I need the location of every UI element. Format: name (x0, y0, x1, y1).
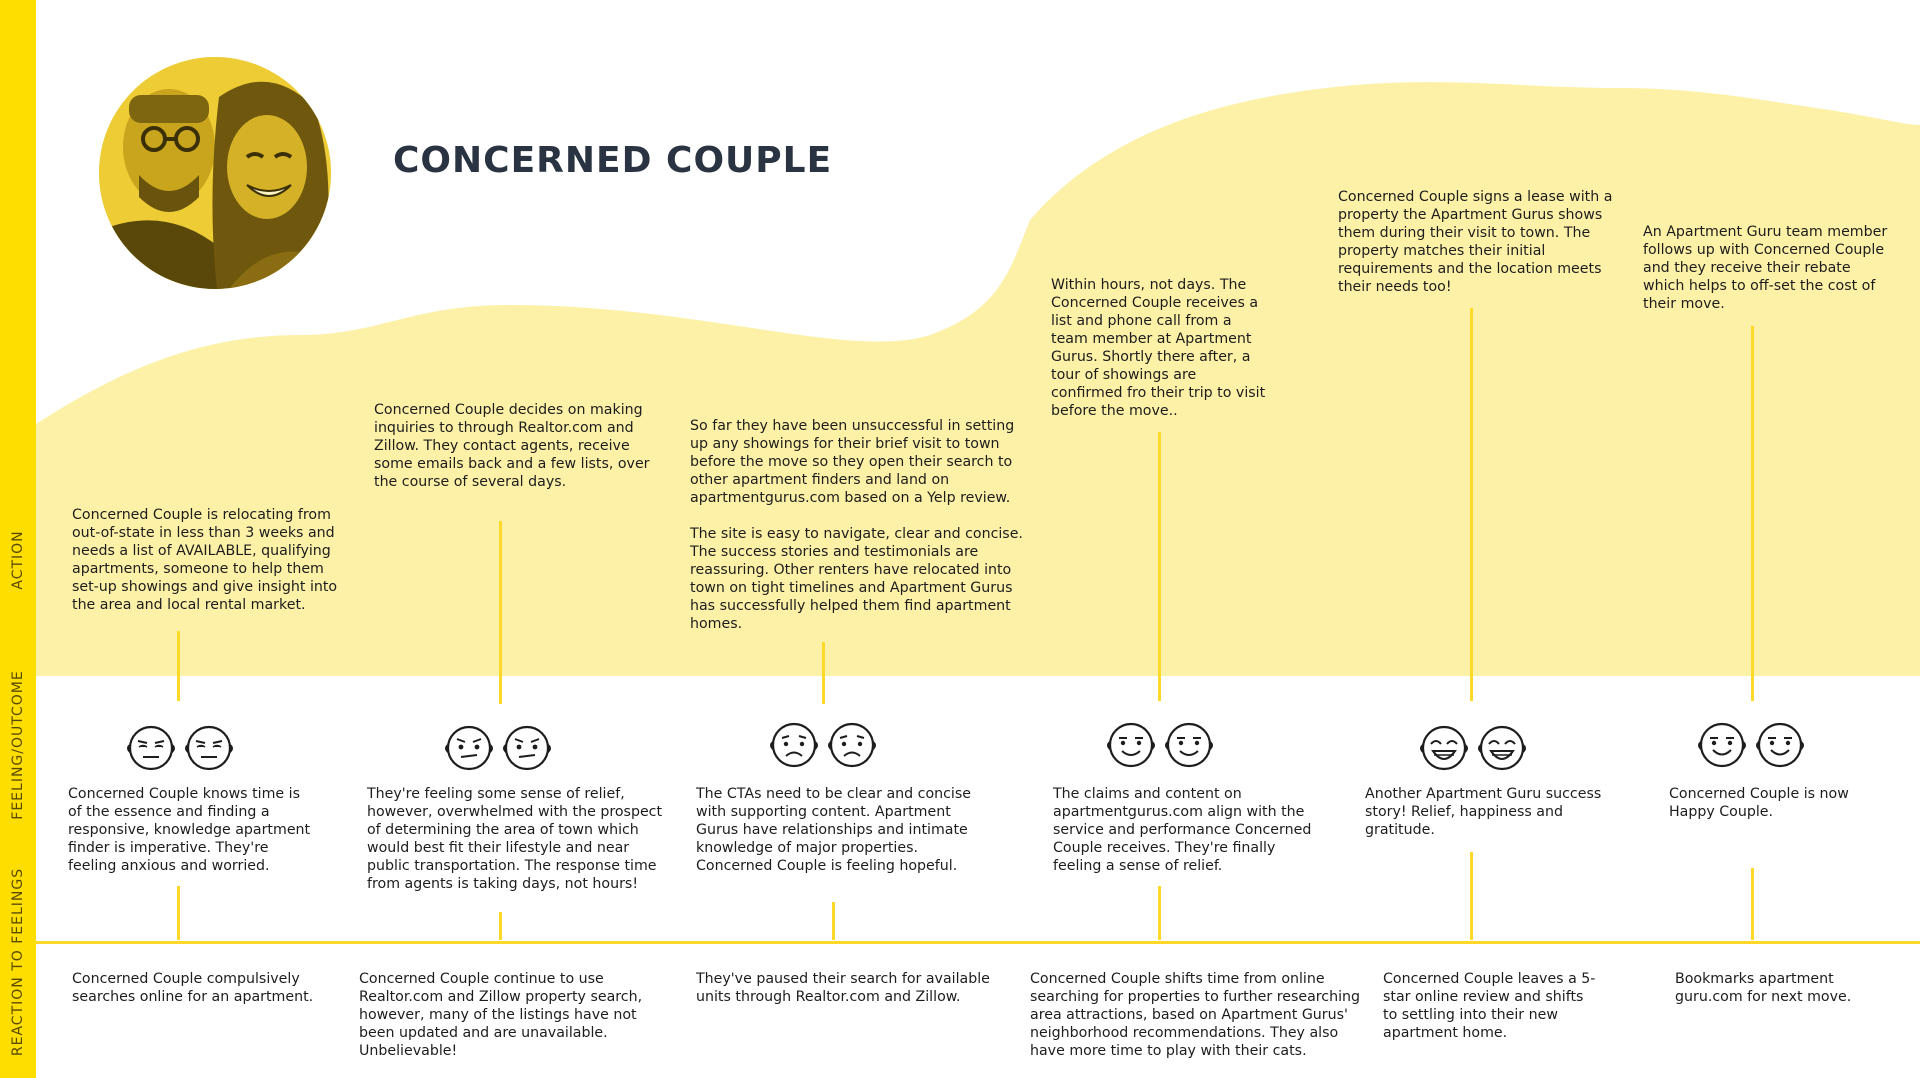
anxious-face-icon (125, 723, 177, 773)
action-text: Concerned Couple signs a lease with a property the Apartment Gurus shows them during their visit to town. The property matches their initial requirements and the location meets their needs too! (1338, 189, 1613, 295)
happy-face-icon (1754, 720, 1806, 770)
reaction-connector-line (177, 886, 180, 940)
overwhelmed-face-icon (501, 723, 553, 773)
reaction-text: Concerned Couple leaves a 5- star online review and shifts to settling into their new apartment home. (1383, 971, 1596, 1041)
reaction-connector-line (1158, 886, 1161, 940)
couple-photo-icon (99, 57, 331, 289)
laughing-face-icon (1476, 723, 1528, 773)
anxious-face-icon (183, 723, 235, 773)
action-connector-line (1158, 432, 1161, 701)
action-text: Within hours, not days. The Concerned Couple receives a list and phone call from a team member at Apartment Gurus. Shortly there after, a tour of showings are confirmed fro their trip to visit before the move.. (1051, 277, 1266, 419)
reaction-text: Concerned Couple shifts time from online searching for properties to further researching area attractions, based on Apartment Gurus' neighborhood recommendations. They also have more time to play with their cats. (1030, 971, 1361, 1059)
action-text: Concerned Couple decides on making inquiries to through Realtor.com and Zillow. They contact agents, receive some emails back and a few lists, over the course of several days. (374, 402, 650, 490)
reaction-text: Concerned Couple compulsively searches online for an apartment. (72, 971, 314, 1005)
action-connector-line (1470, 308, 1473, 701)
feeling-lane-label: FEELING/OUTCOME (10, 670, 26, 820)
reaction-connector-line (1470, 852, 1473, 940)
mood-faces (768, 720, 878, 770)
sad-face-icon (768, 720, 820, 770)
mood-faces (1696, 720, 1806, 770)
feeling-text: Concerned Couple knows time is of the essence and finding a responsive, knowledge apartment finder is imperative. They're feeling anxious and worried. (68, 786, 311, 874)
mood-faces (443, 723, 553, 773)
action-text: Concerned Couple is relocating from out-of-state in less than 3 weeks and needs a list of AVAILABLE, qualifying apartments, someone to help them set-up showings and give insight into the area and local rental market. (72, 507, 338, 613)
persona-title: CONCERNED COUPLE (393, 140, 833, 181)
action-connector-line (177, 631, 180, 701)
mood-faces (1418, 723, 1528, 773)
action-text: An Apartment Guru team member follows up with Concerned Couple and they receive their rebate which helps to off-set the cost of their move. (1643, 224, 1888, 312)
reaction-lane-label: REACTION TO FEELINGS (10, 867, 26, 1057)
mood-faces (1105, 720, 1215, 770)
reaction-text: They've paused their search for available units through Realtor.com and Zillow. (696, 971, 990, 1005)
overwhelmed-face-icon (443, 723, 495, 773)
reaction-text: Concerned Couple continue to use Realtor.com and Zillow property search, however, many of the listings have not been updated and are unavailable. Unbelievable! (359, 971, 643, 1059)
sad-face-icon (826, 720, 878, 770)
feeling-text: Concerned Couple is now Happy Couple. (1669, 786, 1849, 820)
reaction-connector-line (499, 912, 502, 940)
happy-face-icon (1696, 720, 1748, 770)
action-lane-label: ACTION (10, 530, 26, 590)
feeling-text: The CTAs need to be clear and concise with supporting content. Apartment Gurus have relationships and intimate knowledge of major properties. Concerned Couple is feeling hopeful. (696, 786, 971, 874)
reaction-divider-line (36, 941, 1920, 944)
reaction-connector-line (1751, 868, 1754, 940)
feeling-text: They're feeling some sense of relief, however, overwhelmed with the prospect of determining the area of town which would best fit their lifestyle and near public transportation. The response time from agents is taking days, not hours! (367, 786, 663, 892)
action-connector-line (822, 642, 825, 704)
feeling-text: Another Apartment Guru success story! Relief, happiness and gratitude. (1365, 786, 1602, 838)
action-connector-line (1751, 326, 1754, 701)
feeling-text: The claims and content on apartmentgurus.com align with the service and performance Concerned Couple receives. They're finally feeling a sense of relief. (1053, 786, 1312, 874)
laughing-face-icon (1418, 723, 1470, 773)
action-connector-line (499, 521, 502, 704)
reaction-text: Bookmarks apartment guru.com for next move. (1675, 971, 1852, 1005)
mood-faces (125, 723, 235, 773)
relieved-face-icon (1163, 720, 1215, 770)
action-text: So far they have been unsuccessful in setting up any showings for their brief visit to town before the move so they open their search to other apartment finders and land on apartmentgurus.com based on a Yelp review. The site is easy to navigate, clear and concise. The success stories and testimonials are reassuring. Other renters have relocated into town on tight timelines and Apartment Gurus has successfully helped them find apartment homes. (690, 418, 1023, 632)
reaction-connector-line (832, 902, 835, 940)
relieved-face-icon (1105, 720, 1157, 770)
